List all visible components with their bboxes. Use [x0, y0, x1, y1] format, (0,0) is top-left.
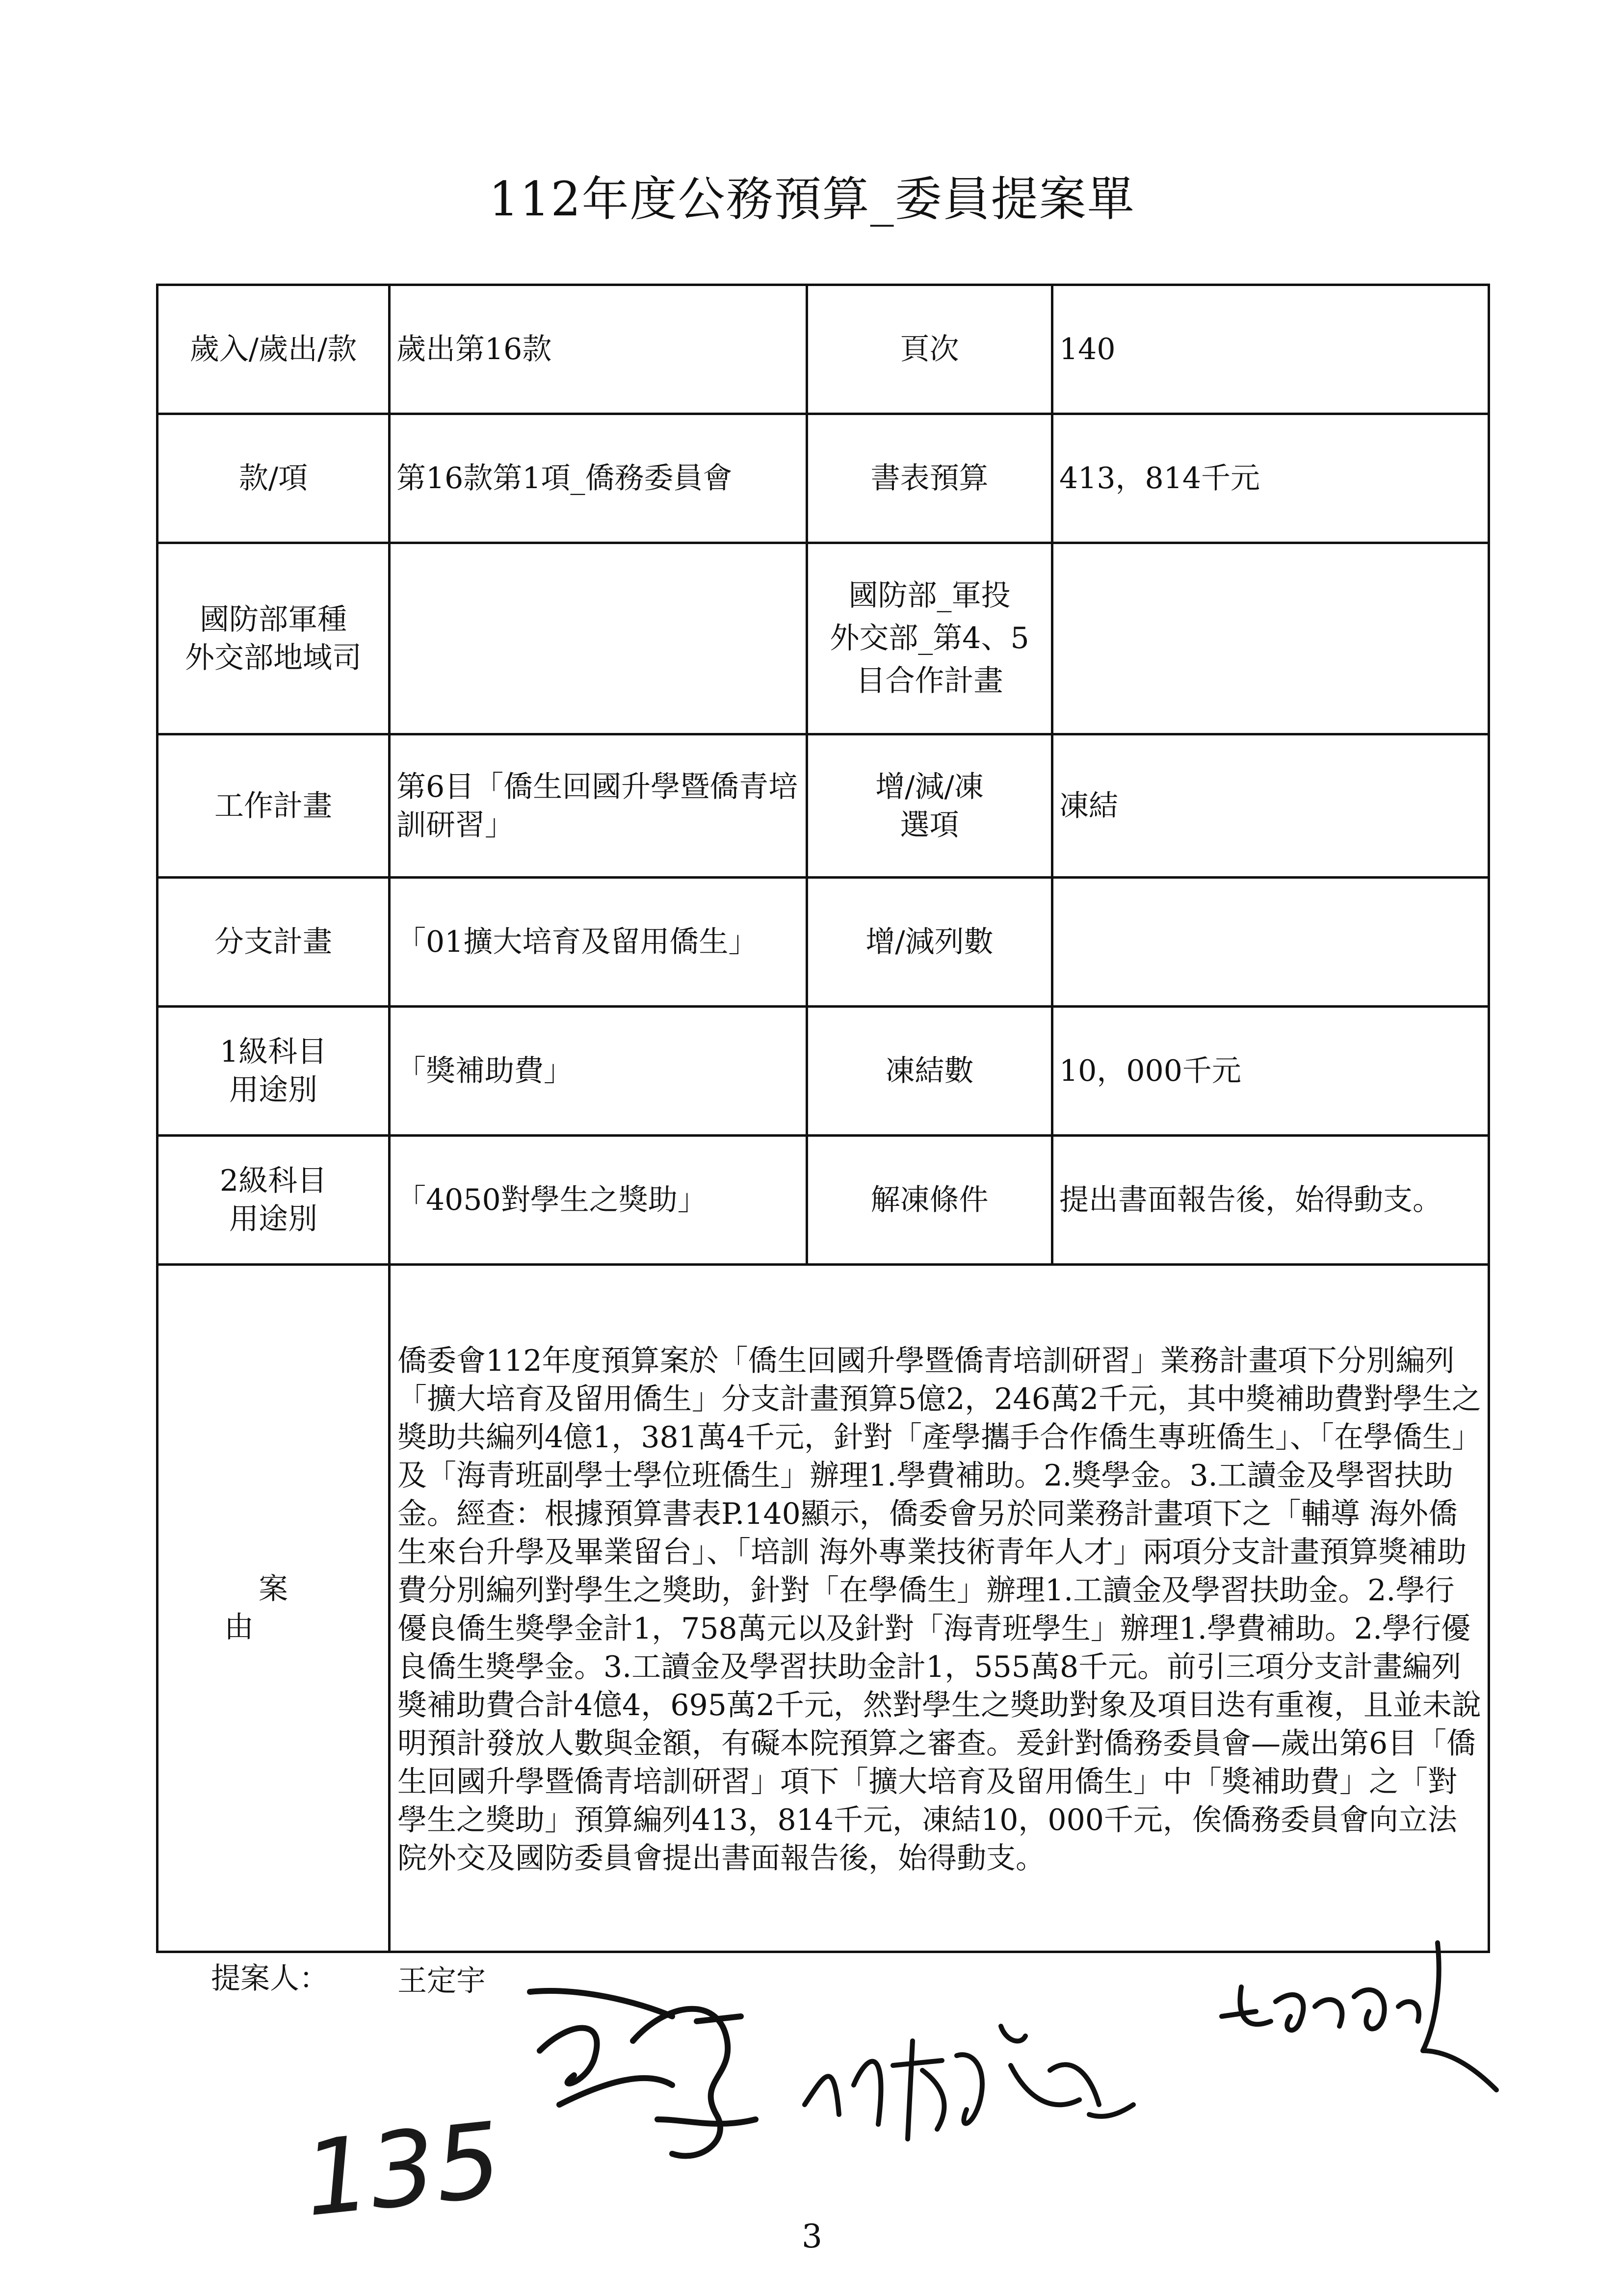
- value-page: 140: [1052, 285, 1489, 414]
- proposer-name: 王定宇: [397, 1964, 486, 1998]
- label-reason: [157, 1265, 390, 1952]
- label-level1-subject: 1級科目 用途別: [157, 1007, 390, 1136]
- label-frozen-amount: 凍結數: [807, 1007, 1052, 1136]
- label-change-amount: 增/減列數: [807, 878, 1052, 1007]
- reason-text: 僑委會112年度預算案於「僑生回國升學暨僑青培訓研習」業務計畫項下分別編列「擴大培育及留用僑生」分支計畫預算5億2，246萬2千元，其中獎補助費對學生之獎助共編列4億1，381萬4千元，針對「產學攜手合作僑生專班僑生」、「在學僑生」及「海青班副學士學位班僑生」辦理1.學費補助。2.獎學金。3.工讀金及學習扶助金。經查：根據預算書表P.140顯示，僑委會另於同業務計畫項下之「輔導 海外僑生來台升學及畢業留台」、「培訓 海外專業技術青年人才」兩項分支計畫預算獎補助費分別編列對學生之獎助，針對「在學僑生」辦理1.工讀金及學習扶助金。2.學行優良僑生獎學金計1，758萬元以及針對「海青班學生」辦理1.學費補助。2.學行優良僑生獎學金。3.工讀金及學習扶助金計1，555萬8千元。前引三項分支計畫編列獎補助費合計4億4，695萬2千元，然對學生之獎助對象及項目迭有重複，且並未說明預計發放人數與金額，有礙本院預算之審查。爰針對僑務委員會—歲出第6目「僑生回國升學暨僑青培訓研習」項下「擴大培育及留用僑生」中「獎補助費」之「對學生之獎助」預算編列413，814千元，凍結10，000千元，俟僑務委員會向立法院外交及國防委員會提出書面報告後，始得動支。: [390, 1265, 1489, 1952]
- value-section-item: 第16款第1項_僑務委員會: [390, 414, 807, 543]
- row-item: [157, 414, 1489, 543]
- value-ministry-unit: [390, 543, 807, 734]
- signature-1: [510, 1957, 785, 2173]
- signature-2: [795, 1997, 1138, 2154]
- row-reason: [157, 1265, 1489, 1952]
- value-budget: 413，814千元: [1052, 414, 1489, 543]
- label-budget: 書表預算: [807, 414, 1052, 543]
- value-change-amount: [1052, 878, 1489, 1007]
- page-title: 112年度公務預算_委員提案單: [489, 172, 1135, 227]
- label-section-item: 款/項: [157, 414, 390, 543]
- label-page: 頁次: [807, 285, 1052, 414]
- label-ministry-unit: 國防部軍種 外交部地域司: [157, 543, 390, 734]
- label-work-plan: 工作計畫: [157, 734, 390, 878]
- proposer-label: 提案人：: [211, 1961, 329, 1996]
- page-number: 3: [802, 2218, 822, 2255]
- value-option: 凍結: [1052, 734, 1489, 878]
- label-option: 增/減/凍 選項: [807, 734, 1052, 878]
- value-work-plan: 第6目「僑生回國升學暨僑青培訓研習」: [390, 734, 807, 878]
- row-ministry: [157, 543, 1489, 734]
- value-level1-subject: 「獎補助費」: [390, 1007, 807, 1136]
- value-frozen-amount: 10，000千元: [1052, 1007, 1489, 1136]
- label-unfreeze-condition: 解凍條件: [807, 1136, 1052, 1265]
- value-branch-plan: 「01擴大培育及留用僑生」: [390, 878, 807, 1007]
- handwritten-number: 135: [298, 2099, 507, 2240]
- value-ministry-plan: [1052, 543, 1489, 734]
- row-level1: [157, 1007, 1489, 1136]
- label-level2-subject: 2級科目 用途別: [157, 1136, 390, 1265]
- value-level2-subject: 「4050對學生之獎助」: [390, 1136, 807, 1265]
- signature-3: [1212, 1933, 1506, 2095]
- row-work-plan: [157, 734, 1489, 878]
- row-branch-plan: [157, 878, 1489, 1007]
- row-account: [157, 285, 1489, 414]
- value-revenue-expenditure: 歲出第16款: [390, 285, 807, 414]
- label-ministry-plan: 國防部_軍投 外交部_第4、5 目合作計畫: [807, 543, 1052, 734]
- label-revenue-expenditure: 歲入/歲出/款: [157, 285, 390, 414]
- value-unfreeze-condition: 提出書面報告後，始得動支。: [1052, 1136, 1489, 1265]
- reason-label-text: 案由: [224, 1572, 357, 1644]
- row-level2: [157, 1136, 1489, 1265]
- label-branch-plan: 分支計畫: [157, 878, 390, 1007]
- proposal-form-table: [156, 284, 1490, 1953]
